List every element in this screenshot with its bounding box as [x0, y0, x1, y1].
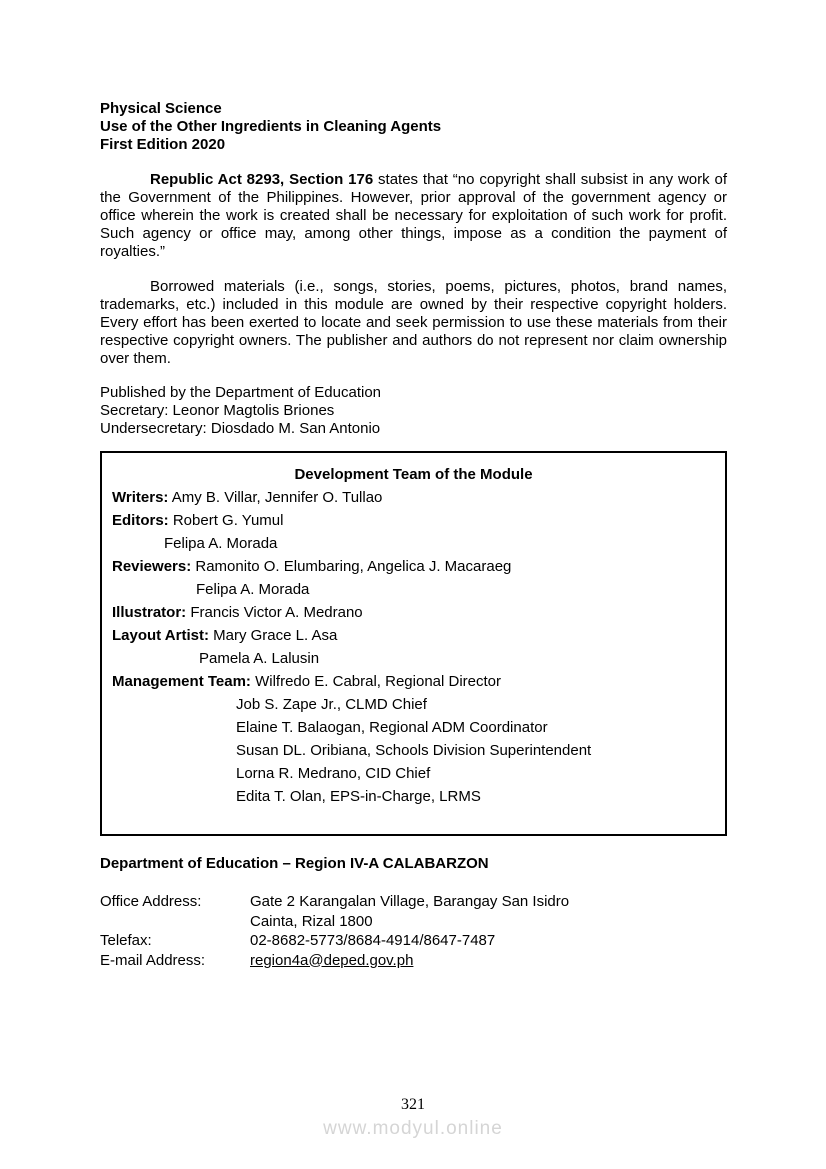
management-member-6: Edita T. Olan, EPS-in-Charge, LRMS [236, 788, 481, 805]
undersecretary-line: Undersecretary: Diosdado M. San Antonio [100, 420, 381, 437]
reviewers-label: Reviewers: [112, 558, 192, 575]
layout-artist-name-2: Pamela A. Lalusin [199, 650, 320, 667]
telefax-value: 02-8682-5773/8684-4914/8647-7487 [250, 932, 496, 949]
illustrator-name: Francis Victor A. Medrano [186, 604, 363, 621]
dev-team-row-illustrator [112, 601, 715, 624]
editors-names-2: Felipa A. Morada [164, 535, 278, 552]
dev-team-row-management-6 [112, 785, 715, 808]
development-team-title: Development Team of the Module [294, 466, 533, 483]
contact-row-telefax [100, 931, 727, 951]
office-address-value: Gate 2 Karangalan Village, Barangay San Isidro [250, 893, 570, 910]
module-title-block [100, 100, 727, 154]
dev-team-row-management-5 [112, 762, 715, 785]
office-address-label-2 [100, 912, 250, 932]
dev-team-row-reviewers [112, 555, 715, 578]
reviewers-names-2: Felipa A. Morada [196, 581, 310, 598]
watermark-text: www.modyul.online [323, 1118, 503, 1139]
layout-artist-label: Layout Artist: [112, 627, 209, 644]
dev-team-row-writers [112, 486, 715, 509]
writers-names: Amy B. Villar, Jennifer O. Tullao [168, 489, 383, 506]
writers-label: Writers: [112, 489, 169, 506]
republic-act-reference: Republic Act 8293, Section 176 [150, 171, 374, 188]
contact-row-office-address-2 [100, 912, 727, 932]
management-member-4: Susan DL. Oribiana, Schools Division Superintendent [236, 742, 592, 759]
editors-label: Editors: [112, 512, 169, 529]
reviewers-names: Ramonito O. Elumbaring, Angelica J. Macaraeg [191, 558, 512, 575]
editors-names: Robert G. Yumul [168, 512, 284, 529]
module-edition: First Edition 2020 [100, 136, 226, 153]
secretary-line: Secretary: Leonor Magtolis Briones [100, 402, 335, 419]
dev-team-row-layout-artist [112, 624, 715, 647]
dev-team-row-management-2 [112, 693, 715, 716]
copyright-paragraph-1 [100, 171, 727, 261]
dev-team-row-editors-2 [112, 532, 715, 555]
dev-team-row-management-3 [112, 716, 715, 739]
office-address-value-2: Cainta, Rizal 1800 [250, 912, 373, 930]
telefax-label: Telefax: [100, 932, 152, 949]
management-member-1: Wilfredo E. Cabral, Regional Director [250, 673, 502, 690]
dev-team-row-reviewers-2 [112, 578, 715, 601]
management-member-3: Elaine T. Balaogan, Regional ADM Coordinator [236, 719, 548, 736]
publisher-block [100, 384, 727, 438]
region-heading: Department of Education – Region IV-A CALABARZON [100, 855, 489, 872]
contact-block [100, 892, 727, 970]
illustrator-label: Illustrator: [112, 604, 187, 621]
email-label: E-mail Address: [100, 951, 206, 969]
dev-team-row-layout-artist-2 [112, 647, 715, 670]
dev-team-row-management [112, 670, 715, 693]
development-team-box [100, 451, 727, 836]
contact-row-office-address [100, 892, 727, 912]
dev-team-row-management-4 [112, 739, 715, 762]
page-content [100, 100, 727, 970]
management-member-2: Job S. Zape Jr., CLMD Chief [236, 696, 427, 713]
published-by-line: Published by the Department of Education [100, 384, 382, 401]
management-team-label: Management Team: [112, 673, 251, 690]
module-subject: Physical Science [100, 100, 222, 117]
copyright-paragraph-2: Borrowed materials (i.e., songs, stories, poems, pictures, photos, brand names, trademarks, etc.) included in this module are owned by their respective copyright holders. Every effort has been exerted to locate and seek permission to use these materials from their respective copyright owners. The publisher and authors do not represent nor claim ownership over them. [100, 278, 727, 367]
page-number: 321 [401, 1096, 425, 1113]
management-member-5: Lorna R. Medrano, CID Chief [236, 765, 431, 782]
copyright-paragraph-1-text: states that “no copyright shall subsist in any work of the Government of the Philippines. However, prior approval of the government agency or office wherein the work is created shall be necessary for exploitation of such work for profit. Such agency or office may, among other things, impose as a condition the payment of royalties.” [100, 171, 727, 260]
office-address-label: Office Address: [100, 893, 202, 910]
dev-team-row-editors [112, 509, 715, 532]
contact-row-email [100, 951, 727, 971]
email-link[interactable]: region4a@deped.gov.ph [250, 951, 414, 969]
module-topic: Use of the Other Ingredients in Cleaning Agents [100, 118, 442, 135]
layout-artist-name: Mary Grace L. Asa [208, 627, 338, 644]
